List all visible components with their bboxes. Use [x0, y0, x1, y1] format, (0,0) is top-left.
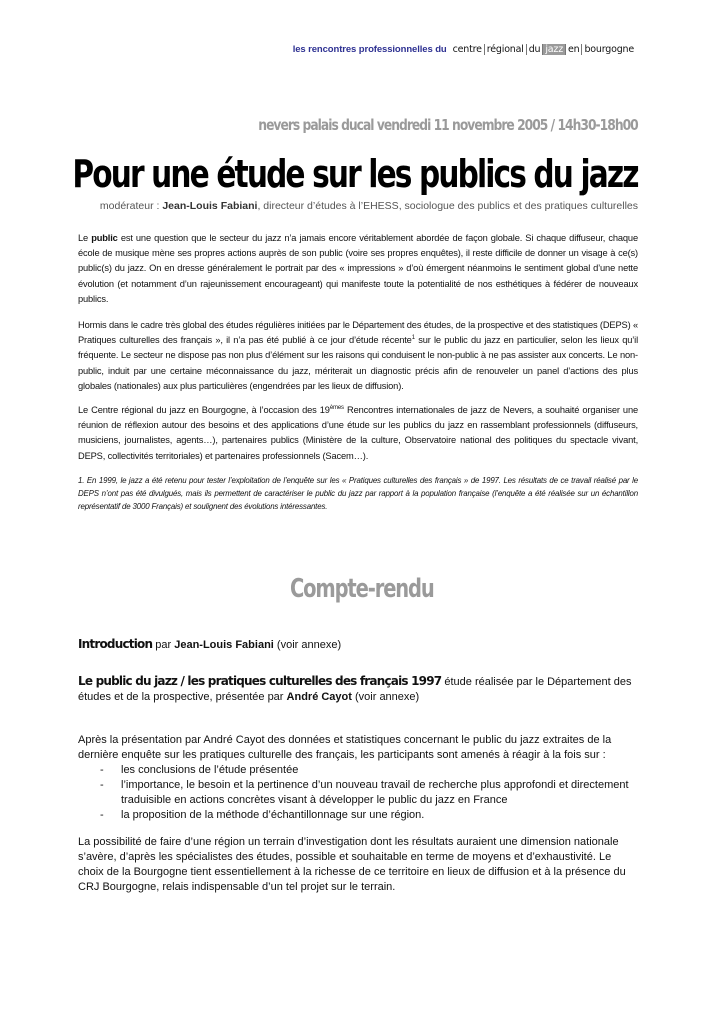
logo-word: en	[566, 44, 582, 55]
dash-marker: -	[100, 764, 104, 776]
text-run: (voir annexe)	[351, 691, 420, 703]
introduction-heading: Introduction	[78, 637, 153, 651]
introduction-name: Jean-Louis Fabiani	[174, 639, 274, 651]
event-info: nevers palais ducal vendredi 11 novembre 2005 / 14h30-18h00	[258, 116, 638, 134]
logo-word-jazz: jazz	[543, 44, 566, 55]
section-title-text: Compte-rendu	[290, 574, 434, 604]
list-item	[78, 763, 638, 778]
moderator-suffix: , directeur d’études à l’EHESS, sociologue des publics et des pratiques culturelles	[257, 200, 638, 212]
moderator-prefix: modérateur :	[99, 200, 163, 212]
presentation-lead: Après la présentation par André Cayot des données et statistiques concernant le public du jazz extraites de la dernière enquête sur les pratiques culturelle des français, les participants sont amenés à réagir à la fois sur :	[78, 734, 612, 761]
moderator-name: Jean-Louis Fabiani	[162, 200, 258, 212]
intro-paragraph-1	[78, 231, 638, 307]
footnote-text: 1. En 1999, le jazz a été retenu pour tester l’exploitation de l’enquête sur les « Pratiques culturelles des français » de 1997. Les résultats de ce travail réalisé par le DEPS n’ont pas été divulgués, mais ils permettent de caractériser le public du jazz par rapport à la population française (l’enquête a été réalisée sur un échantillon représentatif de 3000 Français) et soulignent des évolutions intéressantes.	[78, 476, 638, 511]
page-title: Pour une étude sur les publics du jazz	[72, 152, 638, 196]
study-heading: Le public du jazz / les pratiques culturelles des français 1997	[78, 674, 442, 688]
text-run: Le	[78, 233, 92, 243]
logo-word: bourgogne	[584, 44, 634, 55]
header-tagline: les rencontres professionnelles du	[292, 44, 447, 55]
introduction-line	[78, 637, 638, 652]
moderator-line	[100, 200, 638, 212]
intro-paragraph-2	[78, 318, 638, 394]
text-run: (voir annexe)	[273, 639, 342, 651]
dash-marker: -	[100, 809, 104, 821]
study-presenter: André Cayot	[286, 691, 352, 703]
page-header	[293, 44, 636, 55]
text-run-bold: public	[91, 233, 118, 243]
superscript: èmes	[329, 404, 344, 411]
footnote	[78, 474, 638, 513]
dash-marker: -	[100, 779, 104, 791]
text-run: par	[152, 639, 175, 651]
study-line	[78, 674, 638, 705]
presentation-bullets	[78, 763, 638, 823]
closing-paragraph	[78, 835, 638, 895]
logo-word: régional	[485, 44, 527, 55]
intro-paragraph-3	[78, 403, 638, 464]
crj-bourgogne-logo	[451, 44, 636, 55]
closing-text: La possibilité de faire d’une région un terrain d’investigation dont les résultats auraient une dimension nationale s’avère, d’après les spécialistes des études, possible et souhaitable en terme de moyens et d’exhaustivité. Le choix de la Bourgogne tient essentiellement à la richesse de ce territoire en lieux de diffusion et à la présence du CRJ Bourgogne, relais indispensable d’un tel projet sur le terrain.	[78, 836, 626, 893]
text-run: étude réalisée par le Département des études et de la prospective, présentée par	[78, 676, 632, 703]
logo-word: centre	[451, 44, 485, 55]
list-item-text: les conclusions de l’étude présentée	[121, 764, 299, 776]
text-run: Hormis dans le cadre très global des études régulières initiées par le Département des études, de la prospective et des statistiques (DEPS) « Pratiques culturelles des français », il n’a pas été publié à ce jour d’étude récente	[78, 320, 638, 346]
text-run: est une question que le secteur du jazz n’a jamais encore véritablement abordée de façon globale. Si chaque diffuseur, chaque école de musique mène ses propres actions auprès de son public (voire ses propres enquêtes), il reste difficile de donner un visage à ce(s) public(s) du jazz. On en dresse généralement le portrait par des « impressions » d’où émergent néanmoins le sentiment global d’une nette évolution (et notamment d’un rajeunissement encourageant) qui manifeste toute la potentialité de nos esthétiques à fédérer de nouveaux publics.	[78, 233, 638, 304]
text-run: sur le public du jazz en particulier, selon les lieux qu’il fréquente. Le secteur ne dispose pas non plus d’élément sur les raisons qui conduisent le non-public à ne pas assister aux concerts. Le non-public, induit par une certaine méconnaissance du jazz, mériterait un diagnostic précis afin de renouveler un panel d’actions des plus globales (nationales) aux plus particulières (engendrées par les lieux de diffusion).	[78, 335, 638, 391]
list-item	[78, 778, 638, 808]
section-title	[0, 574, 724, 604]
logo-word: du	[527, 44, 544, 55]
list-item	[78, 808, 638, 823]
footnote-ref: 1	[411, 335, 415, 342]
list-item-text: l’importance, le besoin et la pertinence d’un nouveau travail de recherche plus approfondi et directement traduisible en actions concrètes visant à développer le public du jazz en France	[121, 779, 629, 806]
presentation-block	[78, 733, 638, 823]
text-run: Rencontres internationales de jazz de Nevers, a souhaité organiser une réunion de réflexion autour des besoins et des applications d’une étude sur les publics du jazz en rassemblant professionnels (diffuseurs, musiciens, journalistes, agents…), partenaires publics (Ministère de la culture, Observatoire national des politiques du spectacle vivant, DEPS, collectivités territoriales) et partenaires professionnels (Sacem…).	[78, 405, 638, 461]
list-item-text: la proposition de la méthode d’échantillonnage sur une région.	[121, 809, 425, 821]
text-run: Le Centre régional du jazz en Bourgogne, à l’occasion des 19	[78, 405, 330, 415]
